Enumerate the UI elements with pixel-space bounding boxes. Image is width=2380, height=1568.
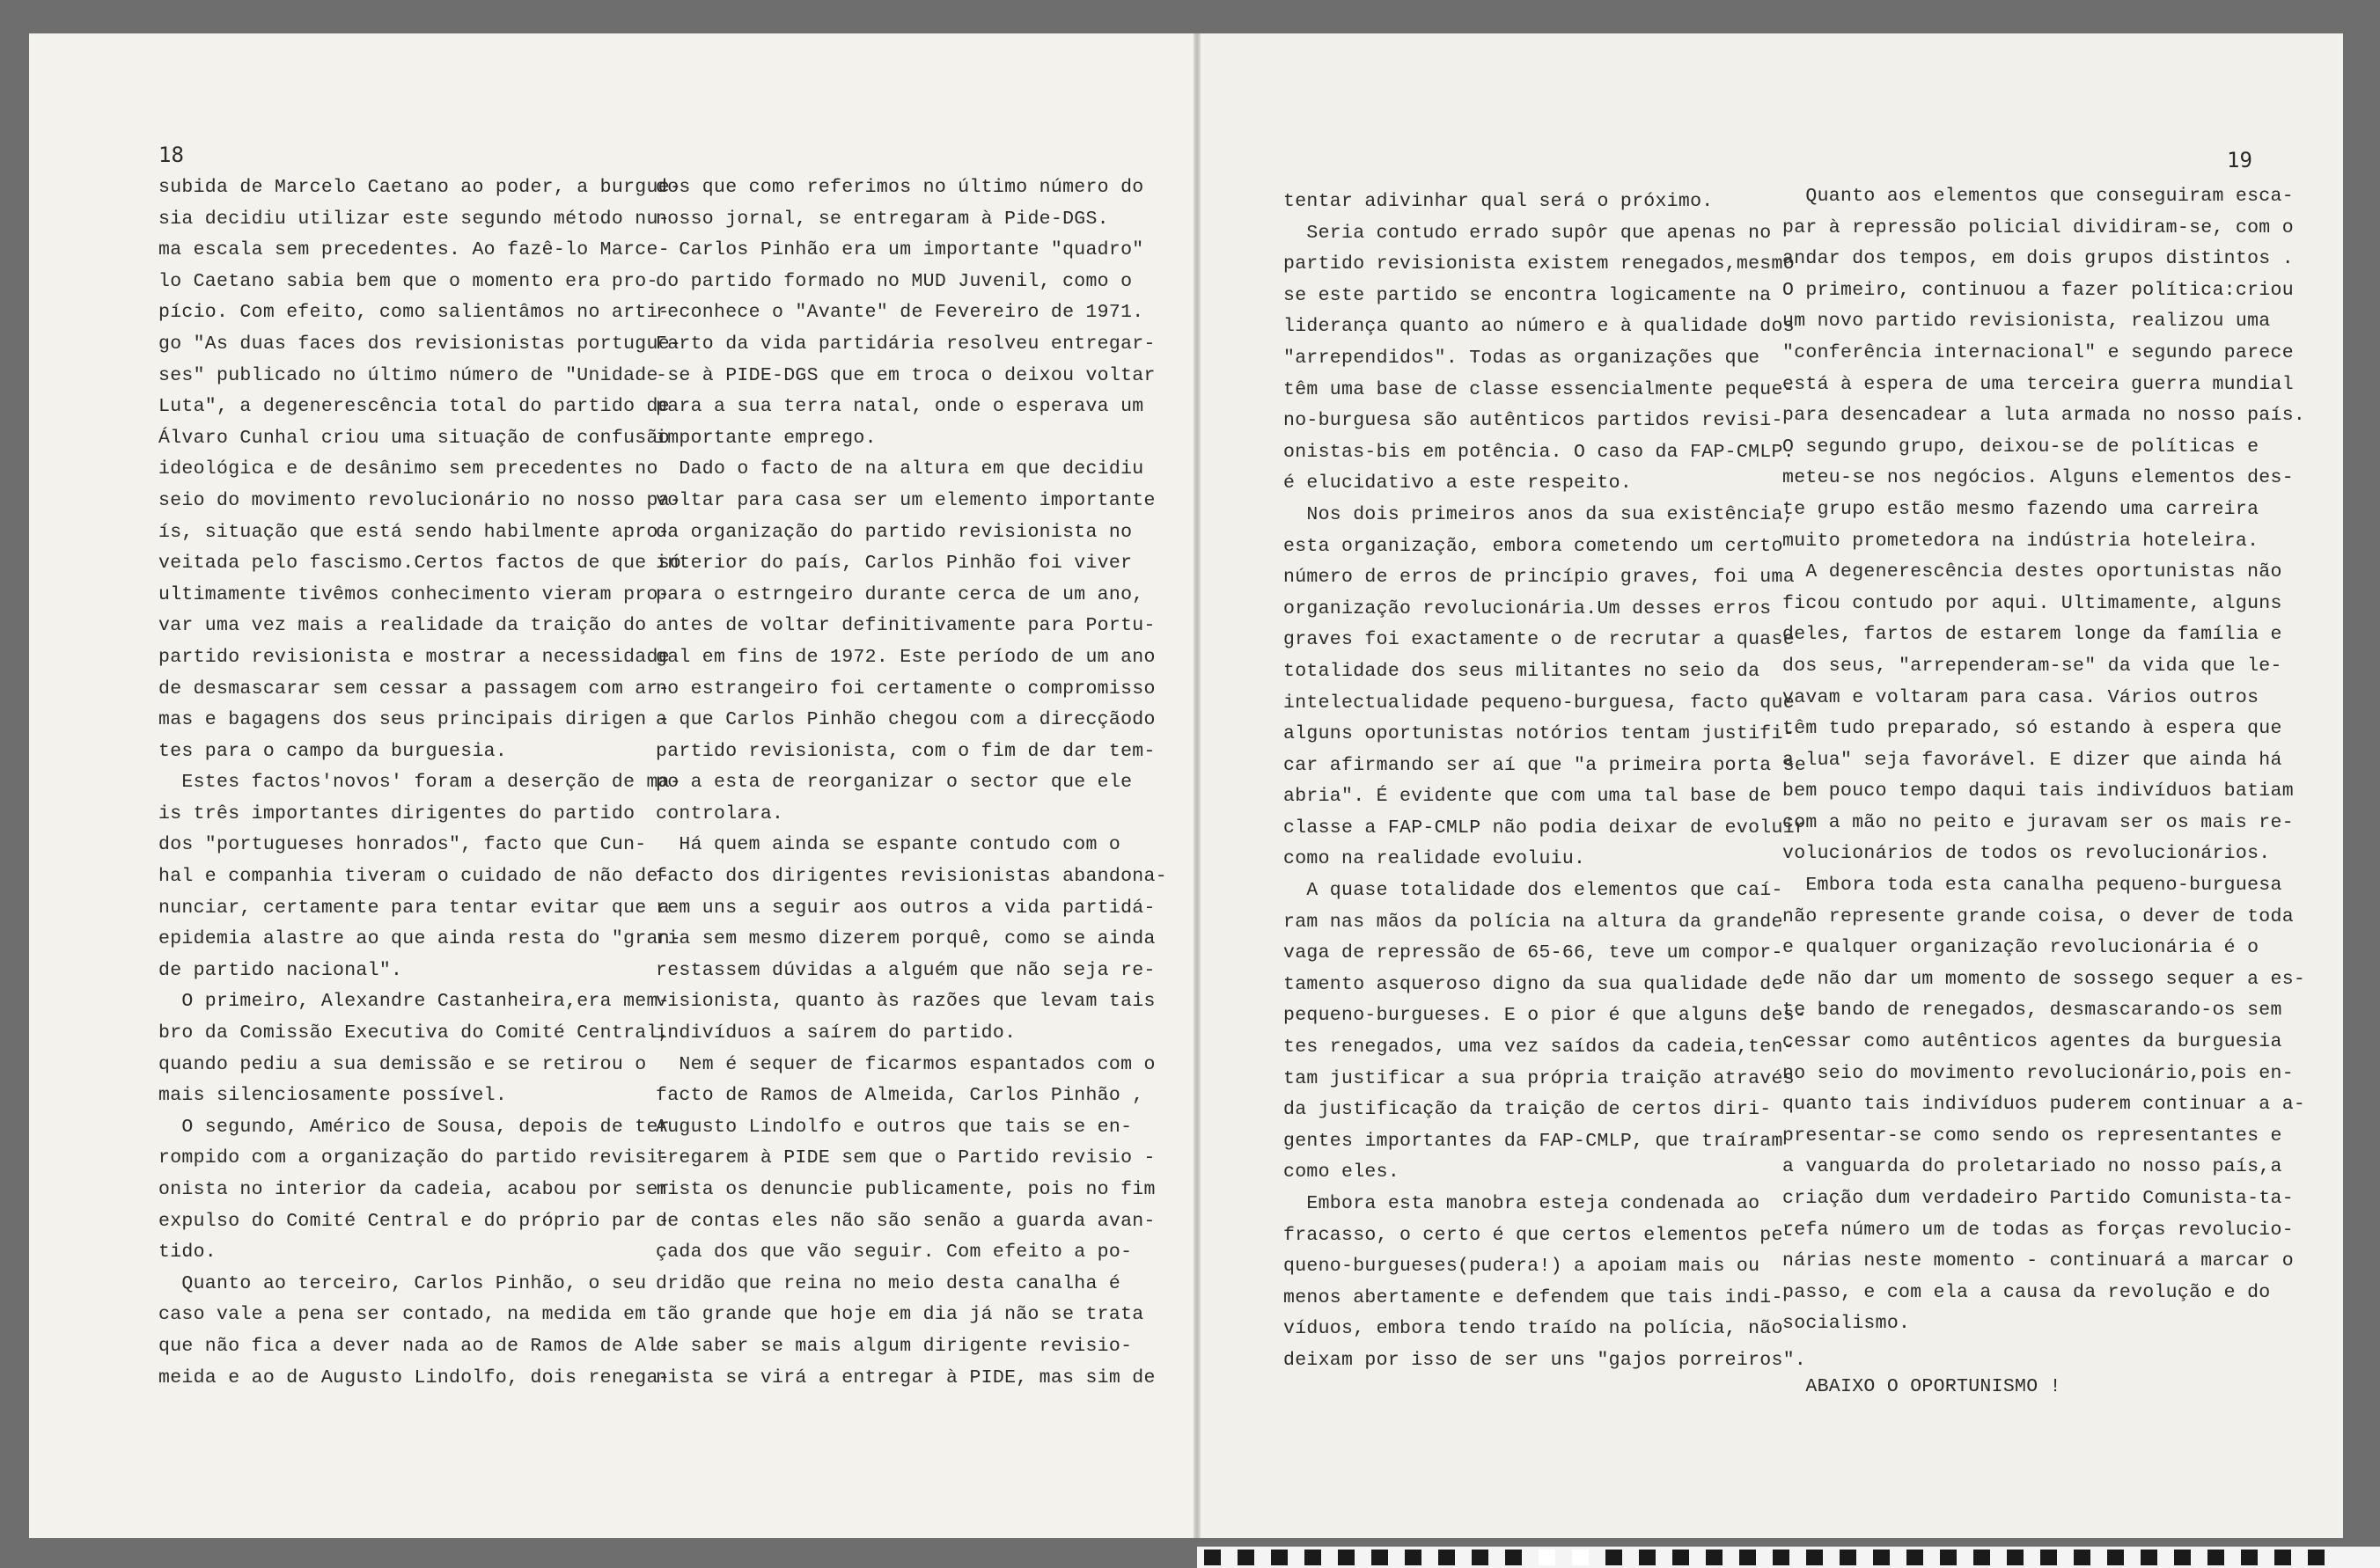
text-line: partido revisionista existem renegados,mesmo <box>1283 253 1795 275</box>
text-line: um novo partido revisionista, realizou uma <box>1782 311 2271 333</box>
ruler-segment <box>2207 1550 2224 1565</box>
text-line: go "As duas faces dos revisionistas portugue- <box>158 333 682 355</box>
text-line: tregarem à PIDE sem que o Partido revisio - <box>656 1147 1156 1169</box>
right-page-column-2 <box>1782 181 2305 1403</box>
text-line: dridão que reina no meio desta canalha é <box>656 1272 1121 1294</box>
text-line: onista no interior da cadeia, acabou por ser <box>158 1179 670 1200</box>
ruler-segment <box>1505 1550 1522 1565</box>
text-line: Estes factos'novos' foram a deserção de ma- <box>158 772 682 794</box>
text-line: rompido com a organização do partido revisi- <box>158 1147 670 1169</box>
text-line: a que Carlos Pinhão chegou com a direcçãodo <box>656 709 1156 731</box>
ruler-segment <box>2141 1550 2157 1565</box>
text-line: O primeiro, continuou a fazer política:criou <box>1782 279 2294 301</box>
text-line: com a mão no peito e juravam ser os mais re- <box>1782 811 2294 833</box>
text-line: deles, fartos de estarem longe da família e <box>1782 624 2282 646</box>
text-line: nista se virá a entregar à PIDE, mas sim de <box>656 1367 1156 1388</box>
ruler-segment <box>1639 1550 1656 1565</box>
left-page-column-2 <box>656 172 1167 1394</box>
text-line: do partido formado no MUD Juvenil, como o <box>656 270 1133 292</box>
text-line: número de erros de princípio graves, foi uma <box>1283 567 1795 589</box>
text-line: se este partido se encontra logicamente na <box>1283 284 1772 306</box>
ruler-segment <box>1438 1550 1455 1565</box>
ruler-segment <box>1304 1550 1321 1565</box>
text-line: esta organização, embora cometendo um certo <box>1283 535 1783 557</box>
ruler-segment <box>1973 1550 1990 1565</box>
text-line: importante emprego. <box>656 427 877 449</box>
text-line: Nos dois primeiros anos da sua existência, <box>1283 503 1795 525</box>
text-line: seio do movimento revolucionário no nosso pa- <box>158 489 682 511</box>
text-line: a lua" seja favorável. E dizer que ainda há <box>1782 749 2282 771</box>
text-line: Dado o facto de na altura em que decidiu <box>656 458 1144 480</box>
right-page-column-1 <box>1283 187 1806 1377</box>
text-line: Luta", a degenerescência total do partido de <box>158 396 670 418</box>
left-page-column-1 <box>158 172 681 1394</box>
text-line: tam justificar a sua própria traição através <box>1283 1067 1795 1089</box>
text-line: interior do país, Carlos Pinhão foi viver <box>656 553 1133 575</box>
text-line: ABAIXO O OPORTUNISMO ! <box>1782 1375 2061 1397</box>
text-line: facto dos dirigentes revisionistas abandona- <box>656 866 1167 888</box>
text-line: po a esta de reorganizar o sector que ele <box>656 772 1133 794</box>
text-line: cessar como autênticos agentes da burguesia <box>1782 1031 2282 1053</box>
text-line: bem pouco tempo daqui tais indivíduos batiam <box>1782 780 2294 802</box>
text-line: "arrependidos". Todas as organizações que <box>1283 347 1760 369</box>
text-line: controlara. <box>656 802 784 824</box>
text-line: tentar adivinhar qual será o próximo. <box>1283 191 1714 212</box>
ruler-segment <box>1238 1550 1254 1565</box>
text-line: veitada pelo fascismo.Certos factos de que só <box>158 553 682 575</box>
text-line: indivíduos a saírem do partido. <box>656 1022 1017 1044</box>
text-line: Há quem ainda se espante contudo com o <box>656 834 1121 856</box>
text-line: rem uns a seguir aos outros a vida partidá- <box>656 897 1156 919</box>
text-line: epidemia alastre ao que ainda resta do "gran- <box>158 928 682 950</box>
text-line: dos "portugueses honrados", facto que Cun- <box>158 834 647 856</box>
text-line: O primeiro, Alexandre Castanheira,era mem- <box>158 991 670 1013</box>
text-line: O segundo grupo, deixou-se de políticas e <box>1782 436 2259 458</box>
text-line: dos seus, "arrependeram-se" da vida que le- <box>1782 655 2282 677</box>
text-line: antes de voltar definitivamente para Portu- <box>656 615 1156 637</box>
ruler-segment <box>1672 1550 1689 1565</box>
text-line: classe a FAP-CMLP não podia deixar de evoluir <box>1283 817 1807 839</box>
text-line: abria". É evidente que com uma tal base de <box>1283 786 1772 808</box>
ruler-segment <box>2074 1550 2090 1565</box>
text-line: O segundo, Américo de Sousa, depois de ter <box>158 1116 670 1138</box>
text-line: A quase totalidade dos elementos que caí- <box>1283 880 1783 902</box>
text-line: meteu-se nos negócios. Alguns elementos des- <box>1782 467 2294 489</box>
text-line: como na realidade evoluiu. <box>1283 848 1586 870</box>
text-line: facto de Ramos de Almeida, Carlos Pinhão , <box>656 1085 1144 1107</box>
text-line: andar dos tempos, em dois grupos distintos . <box>1782 248 2294 270</box>
text-line: deixam por isso de ser uns "gajos porreiros". <box>1283 1349 1807 1371</box>
text-line: voltar para casa ser um elemento importante <box>656 489 1156 511</box>
ruler-segment <box>1204 1550 1221 1565</box>
text-line: Augusto Lindolfo e outros que tais se en- <box>656 1116 1133 1138</box>
page-number-left: 18 <box>158 143 184 167</box>
text-line: quando pediu a sua demissão e se retirou o <box>158 1053 647 1075</box>
text-line: no estrangeiro foi certamente o compromisso <box>656 678 1156 700</box>
text-line: vaga de repressão de 65-66, teve um compor- <box>1283 942 1783 964</box>
text-line: mais silenciosamente possível. <box>158 1085 508 1107</box>
text-line: tes para o campo da burguesia. <box>158 740 508 762</box>
text-line: totalidade dos seus militantes no seio da <box>1283 660 1760 682</box>
text-line: Embora esta manobra esteja condenada ao <box>1283 1193 1760 1214</box>
text-line: ís, situação que está sendo habilmente apro- <box>158 521 670 543</box>
text-line: Álvaro Cunhal criou uma situação de confusão <box>158 427 670 449</box>
text-line: nárias neste momento - continuará a marcar o <box>1782 1250 2294 1272</box>
text-line: tes renegados, uma vez saídos da cadeia,ten- <box>1283 1037 1795 1059</box>
text-line: organização revolucionária.Um desses erros <box>1283 597 1772 619</box>
text-line: nista os denuncie publicamente, pois no fim <box>656 1179 1156 1200</box>
text-line: fracasso, o certo é que certos elementos pe- <box>1283 1224 1795 1246</box>
text-line: graves foi exactamente o de recrutar a quase <box>1283 629 1795 651</box>
text-line: para a sua terra natal, onde o esperava um <box>656 396 1144 418</box>
text-line: tamento asqueroso digno da sua qualidade de <box>1283 973 1783 995</box>
text-line: pício. Com efeito, como salientâmos no arti- <box>158 302 670 324</box>
text-line: subida de Marcelo Caetano ao poder, a burgue- <box>158 177 682 198</box>
text-line: nosso jornal, se entregaram à Pide-DGS. <box>656 208 1109 230</box>
text-line: car afirmando ser aí que "a primeira porta se <box>1283 754 1807 776</box>
text-line: A degenerescência destes oportunistas não <box>1782 561 2282 583</box>
ruler-segment <box>2308 1550 2325 1565</box>
text-line: gentes importantes da FAP-CMLP, que traíram <box>1283 1130 1783 1152</box>
text-line: criação dum verdadeiro Partido Comunista-ta- <box>1782 1188 2294 1209</box>
ruler-segment <box>2040 1550 2057 1565</box>
ruler-segment <box>1371 1550 1388 1565</box>
text-line: víduos, embora tendo traído na polícia, não <box>1283 1318 1783 1340</box>
text-line: visionista, quanto às razões que levam tais <box>656 991 1156 1013</box>
text-line: da justificação da traição de certos diri- <box>1283 1099 1772 1121</box>
text-line: intelectualidade pequeno-burguesa, facto que <box>1283 692 1795 714</box>
text-line: têm tudo preparado, só estando à espera que <box>1782 718 2282 740</box>
text-line: Farto da vida partidária resolveu entregar- <box>656 333 1156 355</box>
text-line: dos que como referimos no último número do <box>656 177 1144 198</box>
text-line: caso vale a pena ser contado, na medida em <box>158 1304 647 1326</box>
text-line: ses" publicado no último número de "Unidade <box>158 364 658 386</box>
text-line: bro da Comissão Executiva do Comité Central, <box>158 1022 670 1044</box>
text-line: ma escala sem precedentes. Ao fazê-lo Marce- <box>158 239 670 261</box>
ruler-segment <box>1539 1550 1555 1565</box>
text-line: Embora toda esta canalha pequeno-burguesa <box>1782 875 2282 897</box>
text-line: está à espera de uma terceira guerra mundial <box>1782 373 2294 395</box>
text-line: expulso do Comité Central e do próprio par - <box>158 1210 670 1232</box>
text-line: para desencadear a luta armada no nosso país. <box>1782 405 2306 427</box>
text-line: sia decidiu utilizar este segundo método nu- <box>158 208 670 230</box>
text-line: te grupo estão mesmo fazendo uma carreira <box>1782 498 2259 520</box>
text-line: onistas-bis em potência. O caso da FAP-CMLP. <box>1283 441 1795 463</box>
text-line: Carlos Pinhão era um importante "quadro" <box>656 239 1144 261</box>
text-line: no-burguesa são autênticos partidos revisi- <box>1283 410 1783 432</box>
text-line: partido revisionista e mostrar a necessidade <box>158 646 670 668</box>
ruler-segment <box>2274 1550 2291 1565</box>
ruler-segment <box>2241 1550 2258 1565</box>
ruler-segment <box>1773 1550 1789 1565</box>
text-line: ideológica e de desânimo sem precedentes no <box>158 458 658 480</box>
text-line: hal e companhia tiveram o cuidado de não de- <box>158 866 670 888</box>
text-line: menos abertamente e defendem que tais indi- <box>1283 1286 1783 1308</box>
text-line: no seio do movimento revolucionário,pois en- <box>1782 1062 2294 1084</box>
text-line: Quanto ao terceiro, Carlos Pinhão, o seu <box>158 1272 647 1294</box>
ruler-segment <box>1706 1550 1723 1565</box>
text-line: ram nas mãos da polícia na altura da grande <box>1283 911 1783 933</box>
text-line: que não fica a dever nada ao de Ramos de Al- <box>158 1335 670 1357</box>
ruler-segment <box>1572 1550 1589 1565</box>
ruler-segment <box>1271 1550 1288 1565</box>
text-line: ria sem mesmo dizerem porquê, como se ainda <box>656 928 1156 950</box>
text-line: Quanto aos elementos que conseguiram esca- <box>1782 186 2294 207</box>
text-line: -se à PIDE-DGS que em troca o deixou voltar <box>656 364 1156 386</box>
text-line: de contas eles não são senão a guarda avan- <box>656 1210 1156 1232</box>
text-line: reconhece o "Avante" de Fevereiro de 1971. <box>656 302 1144 324</box>
text-line: queno-burgueses(pudera!) a apoiam mais ou <box>1283 1256 1760 1278</box>
ruler-segment <box>1873 1550 1890 1565</box>
ruler-segment <box>1840 1550 1856 1565</box>
ruler-segment <box>1806 1550 1823 1565</box>
text-line: é elucidativo a este respeito. <box>1283 473 1633 495</box>
text-line: de não dar um momento de sossego sequer a es- <box>1782 968 2306 990</box>
book-gutter <box>1194 33 1201 1538</box>
ruler-segment <box>1906 1550 1923 1565</box>
ruler-segment <box>1940 1550 1957 1565</box>
text-line: da organização do partido revisionista no <box>656 521 1133 543</box>
text-line: vavam e voltaram para casa. Vários outros <box>1782 686 2259 708</box>
text-line: como eles. <box>1283 1161 1400 1183</box>
ruler-segment <box>1405 1550 1421 1565</box>
text-line: presentar-se como sendo os representantes e <box>1782 1125 2282 1147</box>
ruler-segment <box>1739 1550 1756 1565</box>
text-line: refa número um de todas as forças revolucio- <box>1782 1219 2294 1241</box>
text-line: quanto tais indivíduos puderem continuar a a- <box>1782 1094 2306 1116</box>
text-line: de saber se mais algum dirigente revisio- <box>656 1335 1133 1357</box>
text-line: çada dos que vão seguir. Com efeito a po- <box>656 1242 1133 1264</box>
text-line: lo Caetano sabia bem que o momento era pro- <box>158 270 658 292</box>
text-line: tido. <box>158 1242 217 1264</box>
text-line: volucionários de todos os revolucionários. <box>1782 843 2271 865</box>
text-line: partido revisionista, com o fim de dar tem- <box>656 740 1156 762</box>
text-line: socialismo. <box>1782 1313 1911 1335</box>
text-line: pequeno-burgueses. E o pior é que alguns des- <box>1283 1005 1807 1027</box>
text-line: não represente grande coisa, o dever de toda <box>1782 905 2294 927</box>
text-line: mas e bagagens dos seus principais dirigen - <box>158 709 670 731</box>
ruler-segment <box>2107 1550 2124 1565</box>
text-line: alguns oportunistas notórios tentam justifi- <box>1283 723 1795 745</box>
text-line: tão grande que hoje em dia já não se trata <box>656 1304 1144 1326</box>
text-line: is três importantes dirigentes do partido <box>158 802 635 824</box>
text-line: meida e ao de Augusto Lindolfo, dois renega- <box>158 1367 670 1388</box>
text-line: liderança quanto ao número e à qualidade dos <box>1283 316 1795 338</box>
text-line: gal em fins de 1972. Este período de um ano <box>656 646 1156 668</box>
page-number-right: 19 <box>2227 148 2252 172</box>
text-line: Seria contudo errado supôr que apenas no <box>1283 222 1772 244</box>
text-line: a vanguarda do proletariado no nosso país,a <box>1782 1156 2282 1178</box>
ruler-segment <box>1338 1550 1355 1565</box>
text-line: nunciar, certamente para tentar evitar que a <box>158 897 670 919</box>
ruler-segment <box>1472 1550 1488 1565</box>
text-line: Nem é sequer de ficarmos espantados com o <box>656 1053 1156 1075</box>
text-line: ultimamente tivêmos conhecimento vieram pro- <box>158 583 670 605</box>
text-line: "conferência internacional" e segundo parece <box>1782 341 2294 363</box>
text-line: passo, e com ela a causa da revolução e do <box>1782 1281 2271 1303</box>
text-line: para o estrngeiro durante cerca de um ano, <box>656 583 1144 605</box>
ruler-segment <box>2007 1550 2024 1565</box>
color-scale-ruler <box>1197 1546 2380 1568</box>
text-line: têm uma base de classe essencialmente peque- <box>1283 378 1795 400</box>
text-line: ficou contudo por aqui. Ultimamente, alguns <box>1782 592 2282 614</box>
ruler-segment <box>1605 1550 1622 1565</box>
text-line: de desmascarar sem cessar a passagem com ar- <box>158 678 670 700</box>
text-line: par à repressão policial dividiram-se, com o <box>1782 216 2294 238</box>
text-line: e qualquer organização revolucionária é o <box>1782 937 2259 959</box>
ruler-segment <box>2174 1550 2191 1565</box>
text-line: var uma vez mais a realidade da traição do <box>158 615 647 637</box>
text-line: te bando de renegados, desmascarando-os sem <box>1782 1000 2282 1022</box>
text-line: restassem dúvidas a alguém que não seja re- <box>656 959 1156 981</box>
text-line: de partido nacional". <box>158 959 403 981</box>
text-line: muito prometedora na indústria hoteleira. <box>1782 530 2259 552</box>
